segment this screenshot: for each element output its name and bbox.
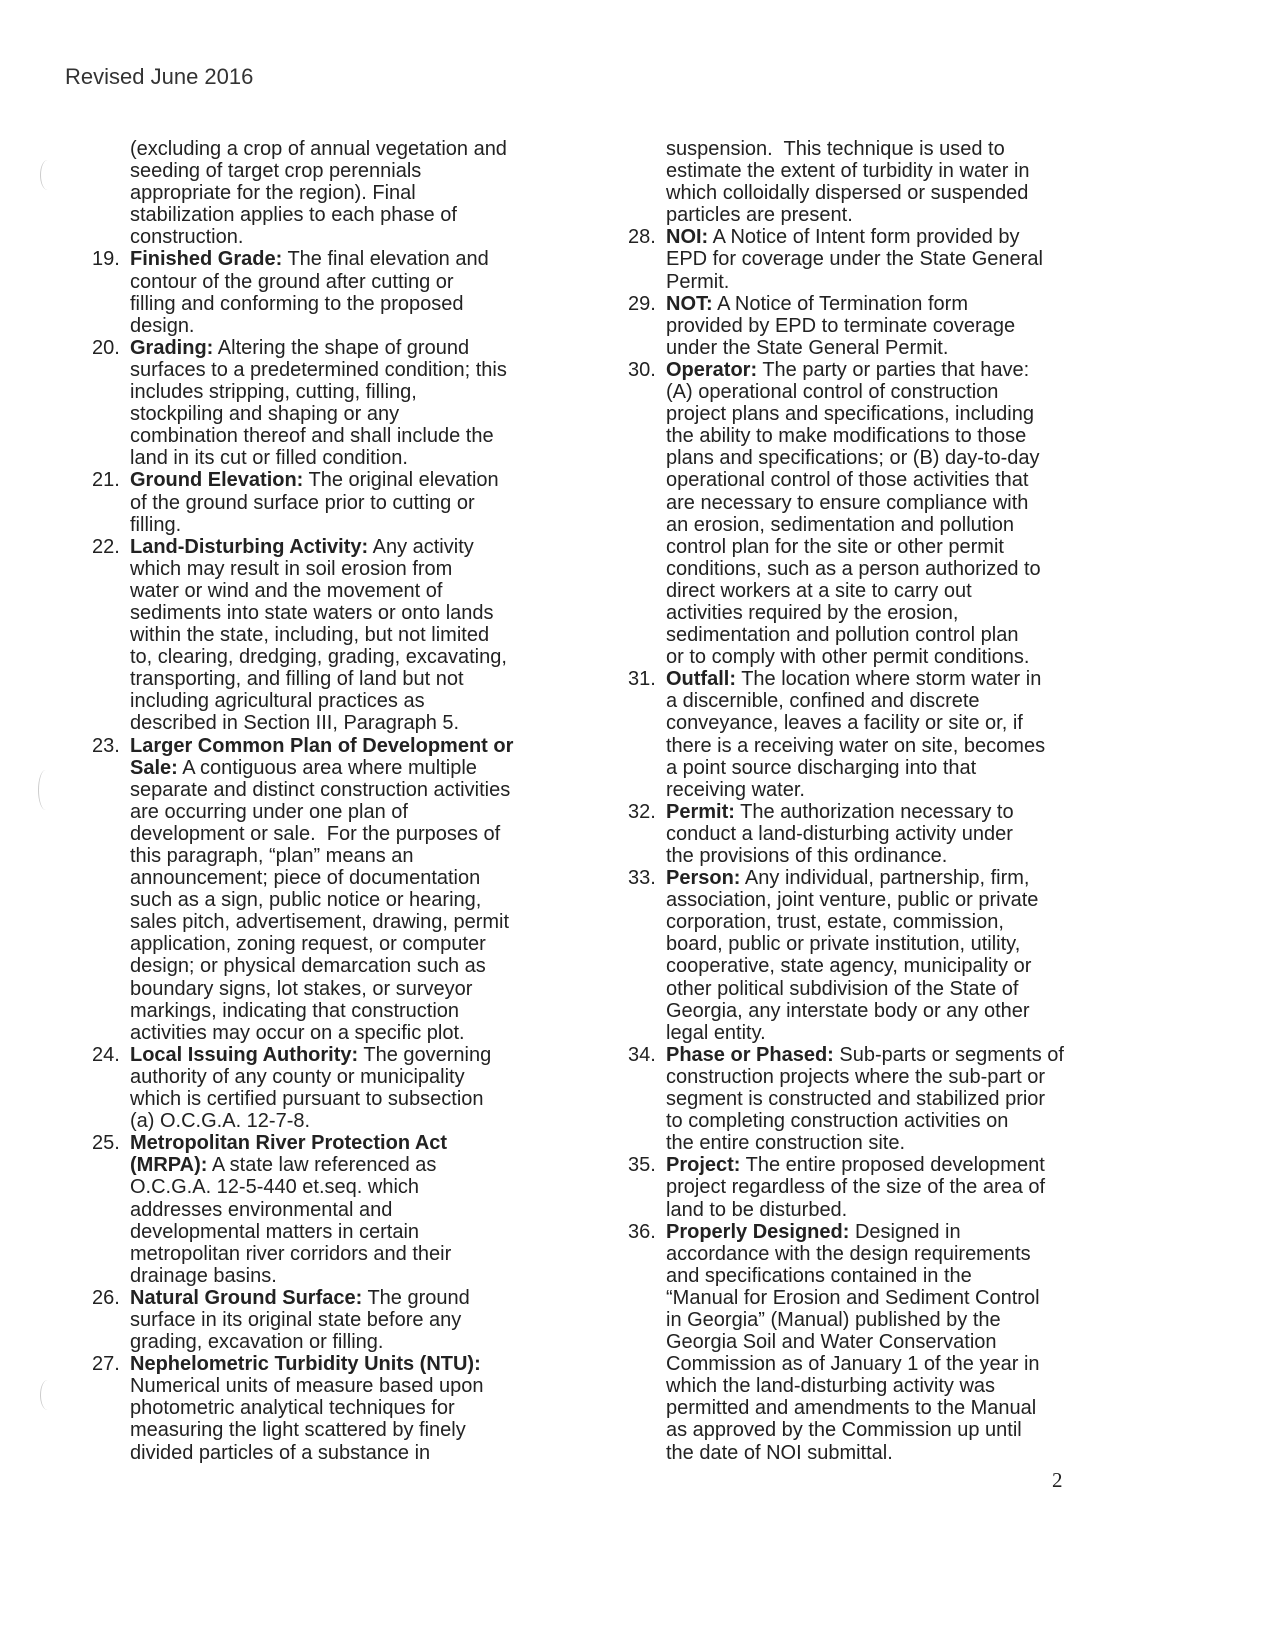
definition-text: segment is constructed and stabilized prior bbox=[666, 1088, 1046, 1111]
definition-text: The original elevation bbox=[303, 469, 499, 492]
definition-text: (A) operational control of construction bbox=[666, 381, 999, 404]
definition-term: Properly Designed: bbox=[666, 1220, 850, 1243]
definition-line bbox=[130, 757, 513, 779]
right-column bbox=[628, 138, 1064, 1464]
definition-term: Local Issuing Authority: bbox=[130, 1043, 359, 1066]
item-number: 33. bbox=[628, 867, 656, 890]
continuation-line: (excluding a crop of annual vegetation and bbox=[130, 138, 507, 160]
scan-mark bbox=[38, 770, 53, 810]
definition-text: Numerical units of measure based upon bbox=[130, 1375, 484, 1398]
definition-text: an erosion, sedimentation and pollution bbox=[666, 513, 1015, 536]
definition-term: Person: bbox=[666, 867, 741, 890]
continuation-line: suspension. This technique is used to bbox=[666, 138, 1005, 160]
item-number: 19. bbox=[92, 248, 120, 271]
definition-line bbox=[92, 1353, 513, 1376]
definition-text: direct workers at a site to carry out bbox=[666, 579, 972, 602]
item-number: 26. bbox=[92, 1286, 120, 1309]
definition-text: surface in its original state before any bbox=[130, 1308, 462, 1331]
definition-line bbox=[628, 668, 1064, 691]
definition-line bbox=[130, 1154, 513, 1176]
definition-text: construction projects where the sub-part or bbox=[666, 1065, 1046, 1088]
definition-item bbox=[628, 800, 1064, 867]
definition-item bbox=[92, 336, 513, 470]
definition-text: activities may occur on a specific plot. bbox=[130, 1021, 465, 1044]
item-number: 28. bbox=[628, 226, 656, 249]
definition-item bbox=[92, 1043, 513, 1133]
definition-text: under the State General Permit. bbox=[666, 336, 949, 359]
continuation-line: which colloidally dispersed or suspended bbox=[666, 182, 1029, 205]
item-number: 29. bbox=[628, 292, 656, 315]
definition-text: design. bbox=[130, 314, 195, 337]
definition-text: Any activity bbox=[368, 535, 474, 558]
definition-text: A Notice of Termination form bbox=[712, 292, 968, 315]
definition-text: Permit. bbox=[666, 270, 730, 293]
definition-text: this paragraph, “plan” means an bbox=[130, 845, 414, 867]
definition-term: Metropolitan River Protection Act bbox=[130, 1132, 448, 1155]
definition-text: operational control of those activities that bbox=[666, 469, 1029, 492]
definition-line bbox=[92, 336, 513, 359]
definition-line bbox=[628, 867, 1064, 890]
definition-term: NOI: bbox=[666, 226, 709, 249]
definition-item bbox=[92, 734, 514, 1044]
continuation-line: construction. bbox=[130, 226, 244, 249]
definition-term: Phase or Phased: bbox=[666, 1043, 834, 1066]
definition-text: photometric analytical techniques for bbox=[130, 1397, 455, 1420]
definition-item bbox=[92, 1286, 513, 1354]
definition-term: Land-Disturbing Activity: bbox=[130, 535, 369, 558]
definition-text: filling and conforming to the proposed bbox=[130, 292, 464, 315]
definition-term: Permit: bbox=[666, 800, 735, 823]
definition-term: NOT: bbox=[666, 292, 713, 315]
item-number: 36. bbox=[628, 1220, 656, 1243]
definition-text: activities required by the erosion, bbox=[666, 601, 959, 624]
definition-term: Grading: bbox=[130, 336, 214, 359]
definition-text: sedimentation and pollution control plan bbox=[666, 624, 1019, 647]
definition-text: described in Section III, Paragraph 5. bbox=[130, 712, 460, 735]
definition-text: EPD for coverage under the State General bbox=[666, 248, 1043, 271]
item-number: 30. bbox=[628, 358, 656, 381]
continuation-line: stabilization applies to each phase of bbox=[130, 204, 457, 227]
definition-item bbox=[628, 668, 1064, 801]
item-number: 31. bbox=[628, 668, 656, 691]
item-number: 21. bbox=[92, 469, 120, 492]
definition-term: Nephelometric Turbidity Units (NTU): bbox=[130, 1353, 481, 1376]
item-number: 24. bbox=[92, 1043, 120, 1066]
definition-text: provided by EPD to terminate coverage bbox=[666, 314, 1016, 337]
definition-line bbox=[628, 800, 1064, 823]
definition-item bbox=[92, 248, 513, 337]
continuation-line: particles are present. bbox=[666, 204, 853, 227]
definition-text: corporation, trust, estate, commission, bbox=[666, 911, 1004, 934]
definition-line bbox=[628, 1043, 1064, 1066]
definition-text: markings, indicating that construction bbox=[130, 999, 460, 1022]
revision-date-header: Revised June 2016 bbox=[65, 64, 254, 89]
definition-text: The entire proposed development bbox=[740, 1154, 1045, 1177]
definition-text: to, clearing, dredging, grading, excavating, bbox=[130, 646, 507, 669]
definition-text: which may result in soil erosion from bbox=[130, 557, 453, 580]
definition-item bbox=[628, 226, 1064, 293]
definition-text: or to comply with other permit conditions. bbox=[666, 646, 1030, 669]
definition-text: A contiguous area where multiple bbox=[177, 756, 477, 779]
definition-text: drainage basins. bbox=[130, 1264, 277, 1287]
definition-term: Larger Common Plan of Development or bbox=[130, 734, 514, 757]
definition-text: the ability to make modifications to those bbox=[666, 425, 1027, 448]
definition-line bbox=[92, 535, 513, 558]
definition-text: boundary signs, lot stakes, or surveyor bbox=[130, 977, 473, 1000]
definition-term: Operator: bbox=[666, 358, 758, 381]
definition-text: Sub-parts or segments of bbox=[833, 1043, 1064, 1066]
definition-text: receiving water. bbox=[666, 778, 805, 801]
definition-text: land to be disturbed. bbox=[666, 1198, 848, 1221]
definition-line bbox=[628, 292, 1064, 315]
definition-term: Outfall: bbox=[666, 668, 736, 691]
definition-text: legal entity. bbox=[666, 1021, 766, 1044]
definition-text: contour of the ground after cutting or bbox=[130, 270, 454, 293]
definition-text: Commission as of January 1 of the year in bbox=[666, 1353, 1040, 1376]
definition-text: land in its cut or filled condition. bbox=[130, 447, 408, 470]
item-number: 34. bbox=[628, 1043, 656, 1066]
definition-text: A state law referenced as bbox=[207, 1154, 437, 1177]
definition-text: association, joint venture, public or private bbox=[666, 889, 1039, 912]
definition-text: combination thereof and shall include the bbox=[130, 425, 494, 448]
item-number: 22. bbox=[92, 535, 120, 558]
definition-text: stockpiling and shaping or any bbox=[130, 403, 400, 426]
definition-text: control plan for the site or other permit bbox=[666, 535, 1004, 558]
definition-text: application, zoning request, or computer bbox=[130, 933, 486, 956]
continuation-line: estimate the extent of turbidity in water in bbox=[666, 160, 1030, 183]
definition-text: separate and distinct construction activities bbox=[130, 778, 511, 801]
definition-term: Sale: bbox=[130, 756, 178, 779]
scan-mark bbox=[40, 1380, 55, 1410]
item-number: 25. bbox=[92, 1132, 120, 1155]
definition-text: Designed in bbox=[849, 1220, 961, 1243]
definition-text: divided particles of a substance in bbox=[130, 1441, 431, 1464]
definition-text: design; or physical demarcation such as bbox=[130, 955, 486, 978]
item-number: 32. bbox=[628, 800, 656, 823]
definition-item bbox=[92, 1353, 513, 1464]
definition-text: conveyance, leaves a facility or site or, if bbox=[666, 712, 1023, 735]
definition-text: which the land-disturbing activity was bbox=[666, 1375, 996, 1398]
definition-text: accordance with the design requirements bbox=[666, 1242, 1031, 1265]
definition-text: such as a sign, public notice or hearing, bbox=[130, 889, 482, 912]
definition-text: board, public or private institution, utility, bbox=[666, 933, 1021, 956]
definition-term: Finished Grade: bbox=[130, 248, 283, 271]
definition-text: project plans and specifications, including bbox=[666, 403, 1034, 426]
definition-item bbox=[628, 1220, 1064, 1464]
item-number: 20. bbox=[92, 336, 120, 359]
definition-text: The final elevation and bbox=[282, 248, 489, 271]
definition-text: a discernible, confined and discrete bbox=[666, 690, 980, 713]
definition-line bbox=[92, 734, 514, 757]
definition-item bbox=[628, 1154, 1064, 1221]
definition-text: The party or parties that have: bbox=[757, 358, 1030, 381]
definition-text: water or wind and the movement of bbox=[130, 579, 443, 602]
definition-item bbox=[628, 1043, 1064, 1155]
definition-item bbox=[92, 1132, 513, 1287]
definition-text: are occurring under one plan of bbox=[130, 800, 408, 823]
definition-text: filling. bbox=[130, 513, 182, 536]
definition-line bbox=[92, 1286, 513, 1309]
definition-item bbox=[628, 358, 1064, 669]
definition-text: plans and specifications; or (B) day-to-day bbox=[666, 447, 1040, 470]
definition-line bbox=[628, 226, 1064, 249]
definition-text: The governing bbox=[358, 1043, 492, 1066]
definition-text: grading, excavation or filling. bbox=[130, 1331, 384, 1354]
definition-text: the provisions of this ordinance. bbox=[666, 845, 948, 867]
definition-text: the entire construction site. bbox=[666, 1132, 906, 1155]
definition-item bbox=[628, 867, 1064, 1044]
definition-text: the date of NOI submittal. bbox=[666, 1441, 893, 1464]
definition-item bbox=[628, 292, 1064, 359]
page-number: 2 bbox=[1052, 1468, 1063, 1492]
definition-text: cooperative, state agency, municipality or bbox=[666, 955, 1032, 978]
definition-text: Any individual, partnership, firm, bbox=[740, 867, 1030, 890]
definition-text: of the ground surface prior to cutting or bbox=[130, 491, 475, 514]
definition-text: O.C.G.A. 12-5-440 et.seq. which bbox=[130, 1176, 420, 1199]
definition-line bbox=[628, 1154, 1064, 1177]
definition-text: (a) O.C.G.A. 12-7-8. bbox=[130, 1110, 311, 1133]
continuation-line: seeding of target crop perennials bbox=[130, 160, 422, 183]
left-column bbox=[92, 138, 514, 1464]
definition-text: The location where storm water in bbox=[736, 668, 1042, 691]
definition-text: sales pitch, advertisement, drawing, permit bbox=[130, 911, 510, 934]
item-number: 35. bbox=[628, 1154, 656, 1177]
definition-term: Ground Elevation: bbox=[130, 469, 304, 492]
definition-text: are necessary to ensure compliance with bbox=[666, 491, 1029, 514]
definition-line bbox=[92, 469, 513, 492]
definition-term: (MRPA): bbox=[130, 1154, 208, 1177]
definition-text: which is certified pursuant to subsection bbox=[130, 1088, 484, 1111]
definition-line bbox=[628, 358, 1064, 381]
definition-line bbox=[628, 1220, 1064, 1243]
definition-text: Georgia, any interstate body or any other bbox=[666, 999, 1030, 1022]
definition-term: Project: bbox=[666, 1154, 741, 1177]
definition-text: metropolitan river corridors and their bbox=[130, 1242, 452, 1265]
definition-text: announcement; piece of documentation bbox=[130, 867, 481, 890]
definition-text: transporting, and filling of land but not bbox=[130, 668, 464, 691]
definition-line bbox=[92, 1132, 513, 1155]
definition-text: Altering the shape of ground bbox=[213, 336, 470, 359]
definition-text: “Manual for Erosion and Sediment Control bbox=[666, 1286, 1040, 1309]
definition-text: conduct a land-disturbing activity under bbox=[666, 822, 1013, 845]
definition-text: The authorization necessary to bbox=[734, 800, 1014, 823]
definition-text: and specifications contained in the bbox=[666, 1264, 972, 1287]
definition-text: addresses environmental and bbox=[130, 1198, 393, 1221]
definition-text: in Georgia” (Manual) published by the bbox=[666, 1308, 1001, 1331]
definition-text: other political subdivision of the State of bbox=[666, 977, 1019, 1000]
scan-mark bbox=[40, 160, 55, 190]
definition-line bbox=[92, 248, 513, 271]
definition-text: as approved by the Commission up until bbox=[666, 1419, 1022, 1442]
definition-text: Georgia Soil and Water Conservation bbox=[666, 1331, 997, 1354]
definition-text: permitted and amendments to the Manual bbox=[666, 1397, 1037, 1420]
definition-text: conditions, such as a person authorized to bbox=[666, 557, 1041, 580]
definition-text: to completing construction activities on bbox=[666, 1110, 1009, 1133]
definition-text: sediments into state waters or onto lands bbox=[130, 601, 494, 624]
definition-text: The ground bbox=[362, 1286, 470, 1309]
definition-text: authority of any county or municipality bbox=[130, 1065, 465, 1088]
definition-term: Natural Ground Surface: bbox=[130, 1286, 363, 1309]
definition-text: measuring the light scattered by finely bbox=[130, 1419, 466, 1442]
continuation-line: appropriate for the region). Final bbox=[130, 182, 416, 205]
definition-text: project regardless of the size of the area of bbox=[666, 1176, 1046, 1199]
definition-text: development or sale. For the purposes of bbox=[130, 822, 501, 845]
definition-item bbox=[92, 535, 513, 735]
definition-text: includes stripping, cutting, filling, bbox=[130, 381, 417, 404]
item-number: 27. bbox=[92, 1353, 120, 1376]
definition-line bbox=[92, 1043, 513, 1066]
definition-text: surfaces to a predetermined condition; this bbox=[130, 358, 507, 381]
definition-text: within the state, including, but not limited bbox=[130, 624, 490, 647]
definition-item bbox=[92, 469, 513, 536]
definition-text: developmental matters in certain bbox=[130, 1220, 420, 1243]
item-number: 23. bbox=[92, 734, 120, 757]
definition-text: including agricultural practices as bbox=[130, 690, 425, 713]
definition-text: A Notice of Intent form provided by bbox=[708, 226, 1020, 249]
definition-text: there is a receiving water on site, becomes bbox=[666, 734, 1046, 757]
definition-text: a point source discharging into that bbox=[666, 756, 977, 779]
